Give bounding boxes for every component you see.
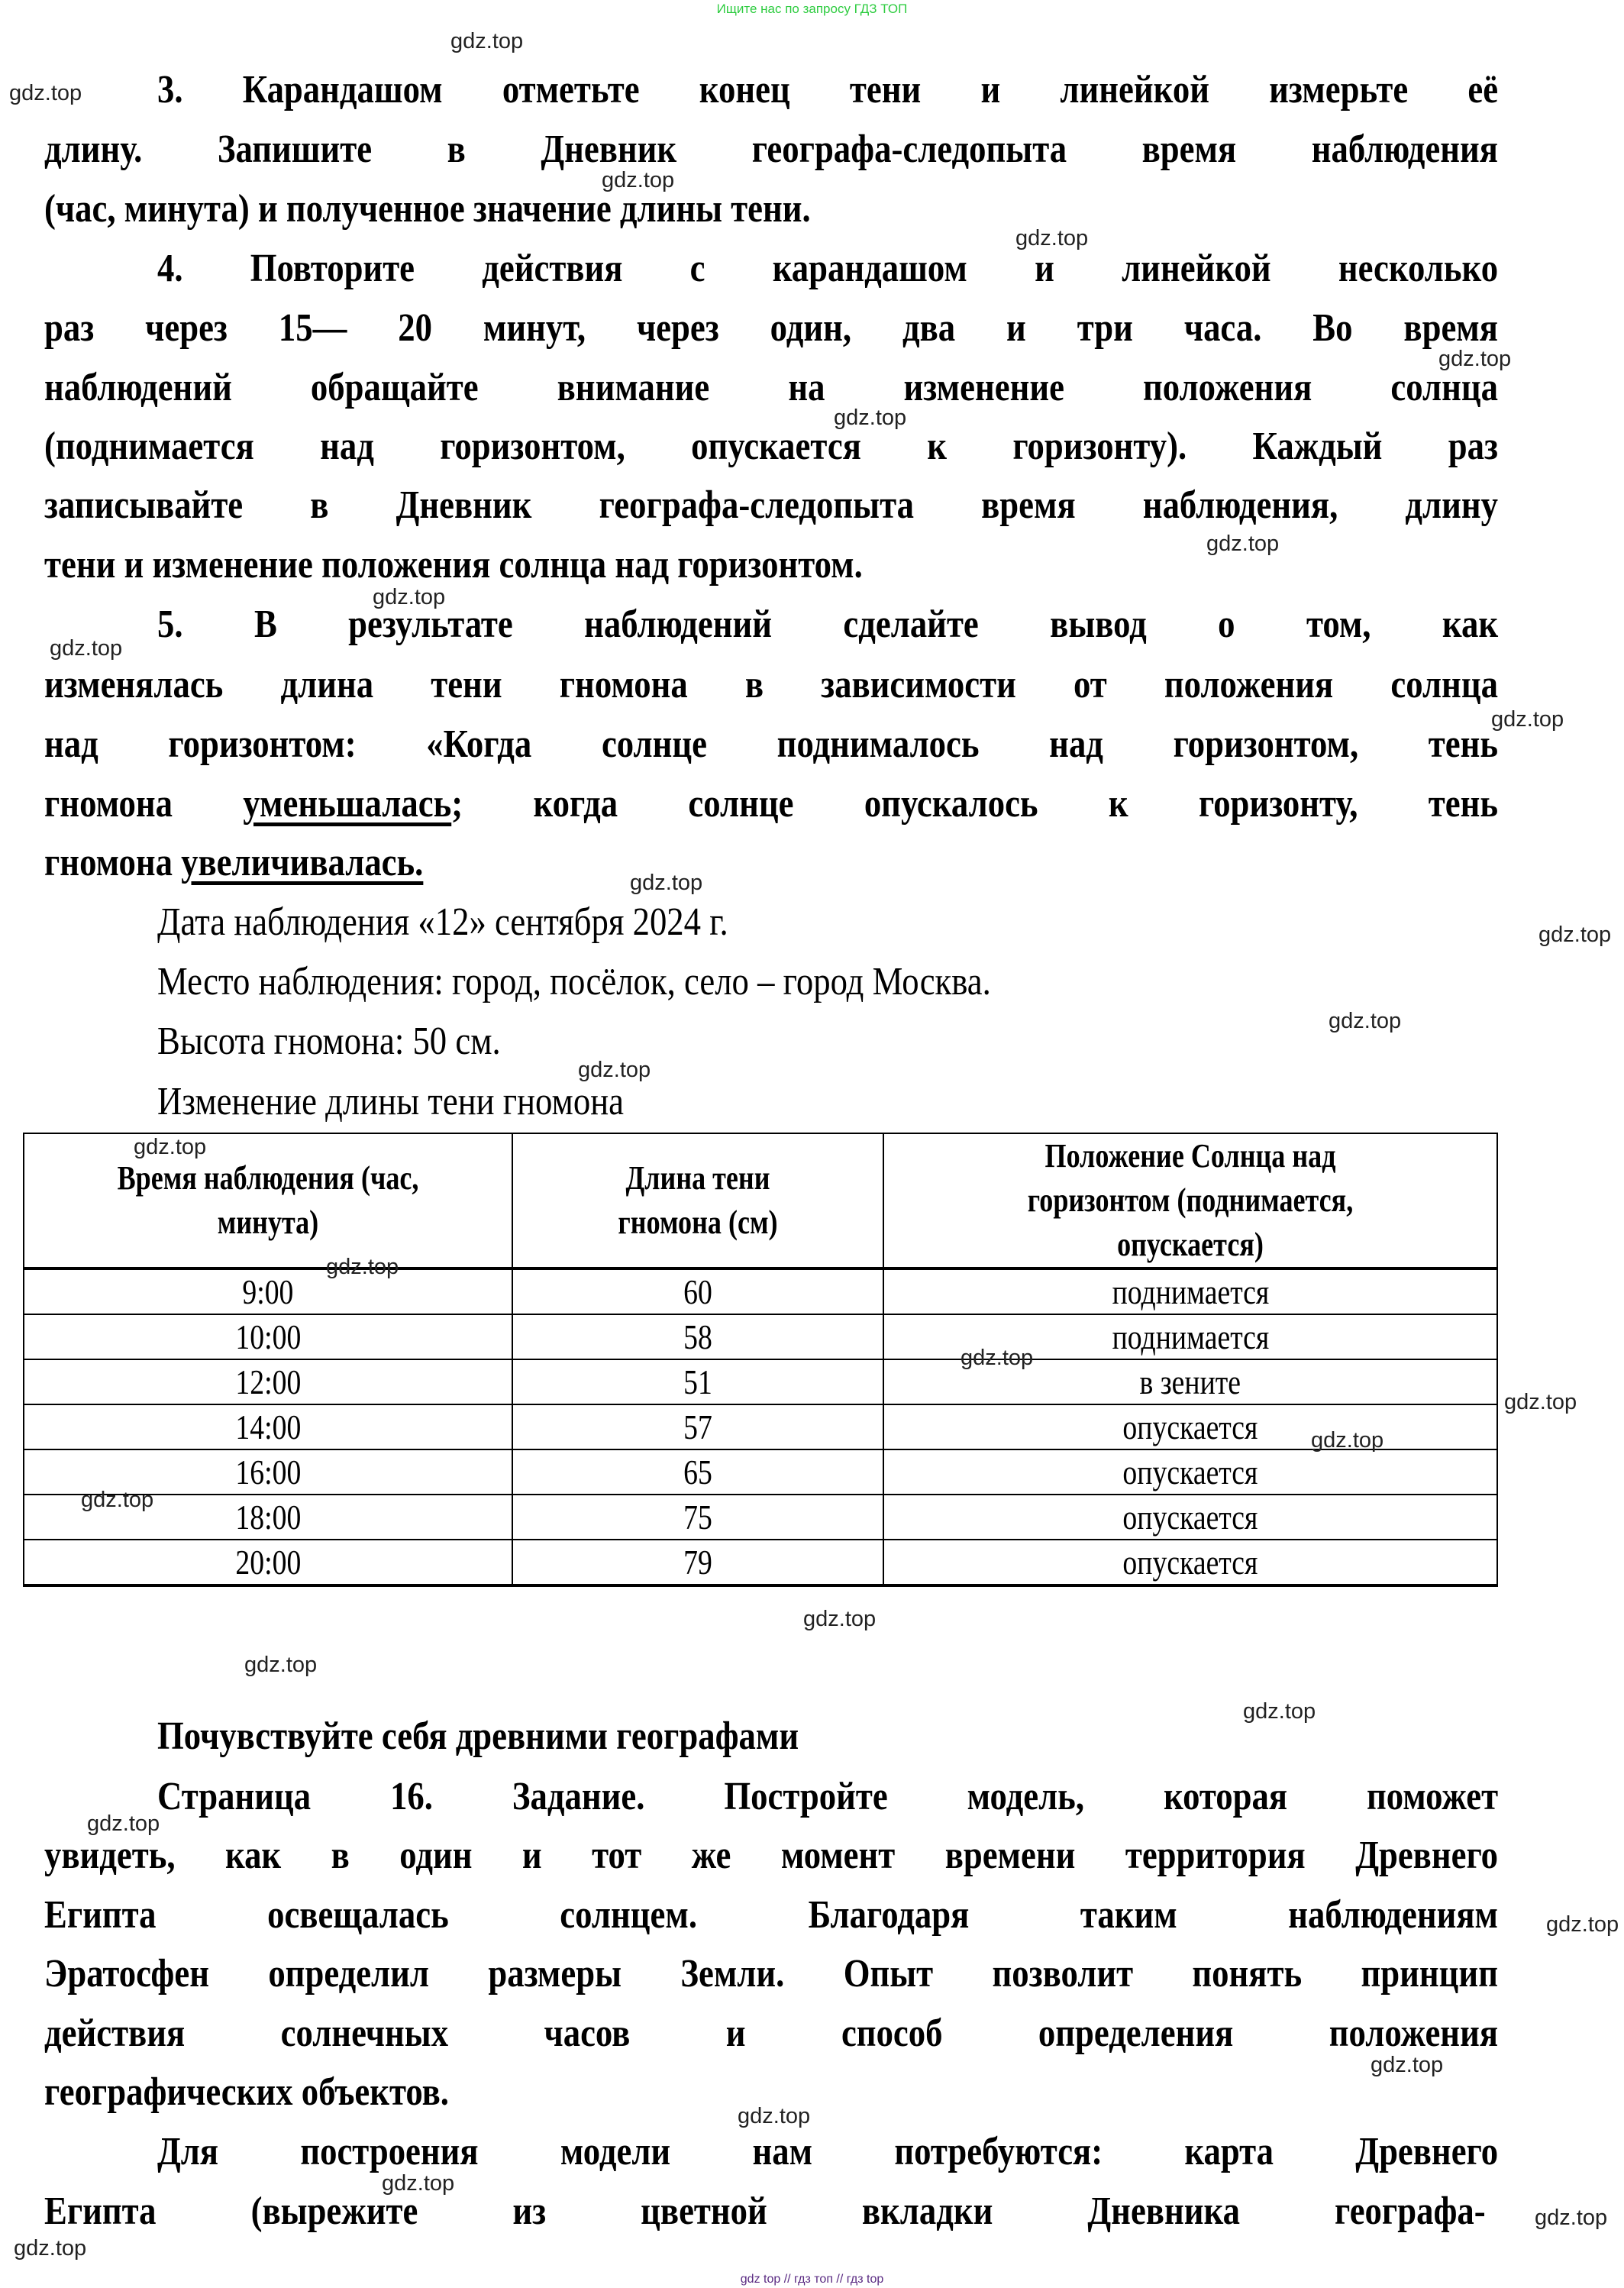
cell-time: 14:00 [24,1404,512,1449]
word: гномона [559,663,688,706]
word: том, [1306,603,1371,646]
word: от [1074,663,1107,706]
watermark: gdz.top [1504,1390,1577,1414]
watermark: gdz.top [630,871,703,895]
word: её [1467,68,1499,111]
task4-line-6: тени и изменение положения солнца над горизонтом. [44,543,863,587]
task5-line-3 [44,722,1498,768]
word: сделайте [843,603,979,646]
word: горизонтом, [440,425,625,468]
word: понять [1192,1952,1303,1996]
word: горизонтом: [168,722,357,766]
cell-position: опускается [883,1449,1497,1495]
watermark: gdz.top [373,585,446,609]
word: над [320,425,374,468]
cell-position: поднимается [883,1268,1497,1314]
section-line-2 [44,1833,1498,1879]
table-row [24,1314,1497,1359]
table-row [24,1404,1497,1449]
word: из [512,2189,547,2233]
word: Повторите [250,247,415,290]
word: Эратосфен [44,1952,209,1996]
watermark: gdz.top [81,1488,154,1512]
word: раз [44,306,95,350]
word: солнце [688,782,794,826]
cell-length: 75 [512,1495,883,1540]
word: нам [752,2130,813,2173]
watermark: gdz.top [14,2236,87,2261]
task4-line-1 [157,246,1498,292]
word: горизонту). [1012,425,1187,468]
section-line-4 [44,1951,1498,1997]
word: наблюдения, [1142,483,1338,527]
cell-length: 79 [512,1540,883,1585]
word: 3. [157,68,183,111]
word: длину. [44,128,143,171]
word: географа- [1334,2189,1486,2233]
word: на [788,366,825,409]
word: два [902,306,956,350]
word: солнца [1390,366,1499,409]
word: позволит [992,1952,1134,1996]
word: в [331,1834,350,1877]
header-position: Положение Солнца над горизонтом (поднимается, опускается) [883,1133,1497,1268]
word: Древнего [1355,1834,1498,1877]
word: три [1077,306,1133,350]
watermark: gdz.top [134,1135,207,1159]
word: модель, [967,1775,1085,1818]
word: Египта [44,2189,157,2233]
word: наблюдений [584,603,773,646]
word: (поднимается [44,425,254,468]
word: Страница [157,1775,312,1818]
word: длину [1405,483,1499,527]
word: в [744,663,764,706]
word: определил [268,1952,430,1996]
word: 15— [278,306,347,350]
watermark: gdz.top [578,1058,651,1082]
word: момент [780,1834,896,1877]
table-row [24,1359,1497,1404]
word: как [224,1834,282,1877]
task4-line-3 [44,365,1498,411]
word: Земли. [680,1952,785,1996]
word: обращайте [310,366,479,409]
word: раз [1448,425,1498,468]
cell-position: опускается [883,1540,1497,1585]
header-time: Время наблюдения (час, минута) [24,1133,512,1268]
word: опускалось [864,782,1038,826]
word: Египта [44,1893,157,1937]
word: географа-следопыта [751,128,1067,171]
word: через [636,306,719,350]
word: «Когда [426,722,532,766]
observation-place: Место наблюдения: город, посёлок, село – город Москва. [157,960,991,1003]
word: построения [300,2130,479,2173]
table-row [24,1495,1497,1540]
word: 20 [398,306,432,350]
word: результате [348,603,513,646]
section-heading: Почувствуйте себя древними географами [157,1714,799,1758]
task4-line-4 [44,424,1498,470]
word: Древнего [1355,2130,1499,2173]
word: Запишите [217,128,373,171]
word: записывайте [44,483,244,527]
word: о [1218,603,1235,646]
cell-length: 60 [512,1268,883,1314]
word: вкладки [861,2189,993,2233]
word: действия [482,247,623,290]
word: положения [1164,663,1334,706]
word: Карандашом [242,68,443,111]
cell-length: 58 [512,1314,883,1359]
word: модели [560,2130,671,2173]
watermark: gdz.top [738,2104,811,2128]
table-row [24,1449,1497,1495]
section-line-8 [44,2189,1486,2235]
word: минут, [483,306,586,350]
word: над [1049,722,1103,766]
word: солнечных [280,2012,449,2055]
word: с [689,247,705,290]
task3-line-1 [157,67,1498,113]
word: длина [280,663,374,706]
watermark: gdz.top [1311,1428,1384,1453]
watermark: gdz.top [1329,1009,1402,1033]
observation-date: Дата наблюдения «12» сентября 2024 г. [157,900,728,944]
answer-increased: увеличивалась. [181,841,424,884]
word: изменение [903,366,1064,409]
watermark: gdz.top [1015,226,1089,250]
shadow-length-table [23,1133,1498,1587]
word: наблюдениям [1288,1893,1499,1937]
watermark: gdz.top [1371,2053,1444,2077]
word: принцип [1361,1952,1498,1996]
table-title: Изменение длины тени гномона [157,1080,624,1123]
table-header-row [24,1133,1497,1268]
task3-line-2 [44,127,1498,173]
watermark: gdz.top [1243,1699,1316,1724]
watermark: gdz.top [1535,2206,1608,2230]
table-row [24,1268,1497,1314]
watermark: gdz.top [1206,532,1280,556]
word: один [399,1834,473,1877]
word: часа. [1183,306,1262,350]
section-line-1 [157,1774,1498,1820]
task5-line-2 [44,662,1498,708]
word: Дневника [1087,2189,1240,2233]
watermark: gdz.top [1491,707,1564,732]
watermark: gdz.top [9,81,82,105]
word: в [310,483,329,527]
watermark: gdz.top [803,1607,877,1631]
cell-time: 16:00 [24,1449,512,1495]
cell-time: 9:00 [24,1268,512,1314]
word: и [725,2012,746,2055]
word: карта [1184,2130,1274,2173]
word: уменьшалась; [243,782,463,826]
section-line-6: географических объектов. [44,2070,449,2114]
word: же [691,1834,731,1877]
word: таким [1080,1893,1177,1937]
word: солнцем. [560,1893,698,1937]
header-length: Длина тени гномона (см) [512,1133,883,1268]
task4-line-5 [44,483,1498,528]
section-line-5 [44,2011,1498,2057]
word: горизонту, [1199,782,1358,826]
word: карандашом [772,247,967,290]
word: в [447,128,466,171]
word: наблюдений [44,366,232,409]
word: тень [1428,722,1499,766]
cell-length: 57 [512,1404,883,1449]
task5-last-prefix: гномона [44,841,182,884]
word: горизонтом, [1173,722,1359,766]
cell-time: 12:00 [24,1359,512,1404]
watermark: gdz.top [50,636,123,661]
cell-length: 65 [512,1449,883,1495]
word: действия [44,2012,186,2055]
word: и [1006,306,1026,350]
table-row [24,1540,1497,1585]
word: линейкой [1122,247,1271,290]
word: 5. [157,603,183,646]
word: (вырежите [250,2189,418,2233]
watermark: gdz.top [1438,347,1512,371]
word: измерьте [1269,68,1409,111]
word: Каждый [1252,425,1383,468]
word: способ [841,2012,943,2055]
word: Дневник [541,128,677,171]
word: вывод [1050,603,1147,646]
search-banner: Ищите нас по запросу ГДЗ ТОП [716,2,908,16]
word: В [253,603,277,646]
word: конец [699,68,790,111]
word: потребуются: [894,2130,1103,2173]
cell-position: опускается [883,1404,1497,1449]
word: поднималось [776,722,980,766]
word: цветной [641,2189,767,2233]
cell-time: 18:00 [24,1495,512,1540]
word: тень [1428,782,1499,826]
word: линейкой [1060,68,1209,111]
word: наблюдения [1311,128,1498,171]
word: солнце [601,722,708,766]
task3-line-3: (час, минута) и полученное значение длины тени. [44,187,811,231]
watermark: gdz.top [87,1811,160,1836]
word: гномона [44,782,173,826]
task5-line-1 [157,602,1498,648]
word: территория [1125,1834,1306,1877]
watermark: gdz.top [244,1653,318,1677]
word: Опыт [843,1952,934,1996]
word: времени [944,1834,1076,1877]
word: Дневник [396,483,532,527]
cell-position: опускается [883,1495,1497,1540]
word: Благодаря [808,1893,970,1937]
word: размеры [488,1952,622,1996]
task5-line-4 [44,781,1498,827]
word: тени [849,68,922,111]
word: над [44,722,98,766]
word: положения [1329,2012,1499,2055]
word: как [1442,603,1499,646]
cell-position: поднимается [883,1314,1497,1359]
word: географа-следопыта [599,483,914,527]
word: 4. [157,247,183,290]
word: внимание [557,366,710,409]
word: через [145,306,228,350]
word: несколько [1338,247,1499,290]
cell-time: 20:00 [24,1540,512,1585]
word: и [980,68,1001,111]
word: когда [533,782,618,826]
watermark: gdz.top [834,406,907,430]
watermark: gdz.top [450,29,524,53]
word: опускается [691,425,861,468]
word: Задание. [512,1775,645,1818]
section-line-7 [157,2129,1498,2175]
word: и [521,1834,542,1877]
word: тени [431,663,502,706]
word: Для [157,2130,219,2173]
cell-time: 10:00 [24,1314,512,1359]
cell-length: 51 [512,1359,883,1404]
word: один, [770,306,852,350]
watermark: gdz.top [326,1255,399,1279]
gnomon-height: Высота гномона: 50 см. [157,1020,501,1063]
watermark: gdz.top [1538,923,1612,947]
word: Постройте [724,1775,888,1818]
cell-position: в зените [883,1359,1497,1404]
word: часов [544,2012,631,2055]
word: изменялась [44,663,224,706]
word: солнца [1390,663,1498,706]
word: и [1035,247,1054,290]
word: увидеть, [44,1834,176,1877]
word: тот [592,1834,642,1877]
word: освещалась [267,1893,449,1937]
word: отметьте [502,68,640,111]
word: к [1108,782,1128,826]
watermark: gdz.top [1546,1912,1619,1937]
word: определения [1038,2012,1234,2055]
watermark: gdz.top [961,1346,1034,1370]
word: время [1141,128,1237,171]
word: 16. [390,1775,433,1818]
word: время [981,483,1076,527]
watermark: gdz.top [382,2171,455,2196]
word: поможет [1367,1775,1499,1818]
footer-watermark: gdz top // гдз топ // гдз top [740,2273,884,2286]
watermark: gdz.top [602,168,675,192]
task4-line-2 [44,305,1498,351]
word: зависимости [821,663,1016,706]
word: время [1403,306,1498,350]
word: положения [1143,366,1312,409]
section-line-3 [44,1892,1498,1938]
word: к [927,425,948,468]
word: Во [1312,306,1353,350]
word: которая [1163,1775,1288,1818]
